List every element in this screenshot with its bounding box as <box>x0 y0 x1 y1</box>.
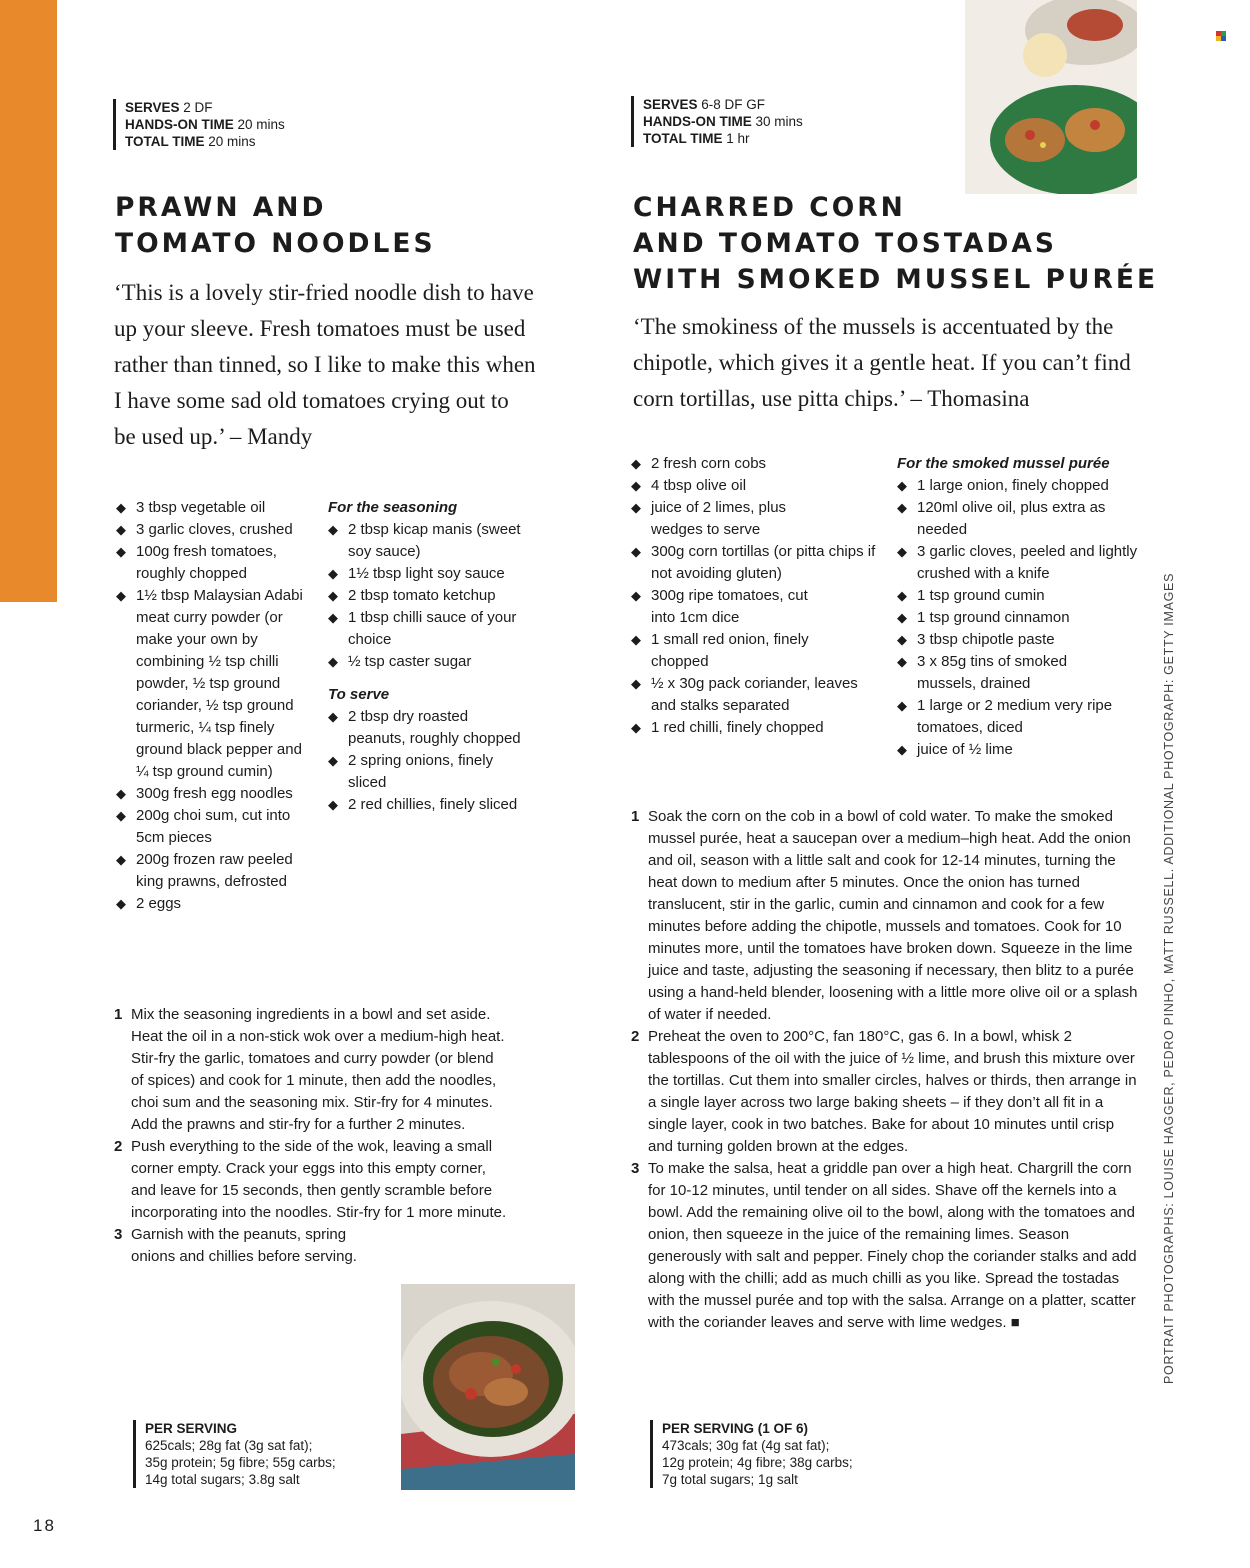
ingredient-item: ◆ 2 red chillies, finely sliced <box>328 794 528 816</box>
ingredient-item: ◆ 3 x 85g tins of smoked mussels, drained <box>897 651 1117 695</box>
recipe-title-left: PRAWN AND TOMATO NOODLES <box>115 192 436 259</box>
ingredient-item: ◆ 120ml olive oil, plus extra as needed <box>897 497 1127 541</box>
ingredient-item: ◆ 1 small red onion, finely chopped <box>631 629 826 673</box>
ingredient-item: ◆ 1½ tbsp Malaysian Adabi meat curry powder (or make your own by combining ½ tsp chilli powder, ½ tsp ground coriander, ½ tsp ground turmeric, ¼ tsp finely ground black pepper and ¼ tsp ground cumin) <box>116 585 316 783</box>
tostadas-photo <box>965 0 1137 194</box>
method-step: 2 Push everything to the side of the wok, leaving a small corner empty. Crack your eggs into this empty corner, and leave for 15 seconds, then gently scramble before incorporating into the noodles. Stir-fry for 1 more minute. <box>114 1138 507 1221</box>
nutrition-left: PER SERVING 625cals; 28g fat (3g sat fat); 35g protein; 5g fibre; 55g carbs; 14g total sugars; 3.8g salt <box>133 1420 336 1488</box>
method-step: 1 Soak the corn on the cob in a bowl of cold water. To make the smoked mussel purée, heat a saucepan over a medium–high heat. Add the onion and oil, season with a little salt and cook for 12-14 minutes, turning the heat down to medium after 5 minutes. Once the onion has turned translucent, stir in the garlic, cumin and cinnamon and cook for a few minutes before adding the chipotle, mussels and tomatoes. Cook for 10 minutes more, until the tomatoes have broken down. Squeeze in the lime juice and taste, adjusting the seasoning if necessary, then blitz to a purée using a hand-held blender, loosening with a little more olive oil or a splash of water if needed. <box>631 808 1138 1023</box>
ingredient-item: ◆ 3 garlic cloves, peeled and lightly crushed with a knife <box>897 541 1149 585</box>
ingredient-item: ◆ 200g frozen raw peeled king prawns, defrosted <box>116 849 316 893</box>
ingredient-item: ◆ ½ tsp caster sugar <box>328 651 528 673</box>
method-step: 2 Preheat the oven to 200°C, fan 180°C, gas 6. In a bowl, whisk 2 tablespoons of the oil with the juice of ½ lime, and brush this mixture over the tortillas. Cut them into smaller circles, halves or thirds, then arrange in a single layer across two large baking sheets – if they don’t all fit in a single layer, cook in two batches. Bake for about 10 minutes until crisp and turning golden brown at the edges. <box>631 1028 1137 1155</box>
orange-accent-bar <box>0 0 57 602</box>
recipe-title-right: CHARRED CORN AND TOMATO TOSTADAS WITH SMOKED MUSSEL PURÉE <box>633 192 1159 295</box>
ingredients-right <box>631 453 881 739</box>
ingredient-item: ◆ 300g ripe tomatoes, cut into 1cm dice <box>631 585 826 629</box>
ingredients-left <box>116 497 316 915</box>
ingredient-item: ◆ 3 garlic cloves, crushed <box>116 519 316 541</box>
ingredient-item: ◆ juice of ½ lime <box>897 739 1147 761</box>
ingredient-item: ◆ 2 eggs <box>116 893 316 915</box>
ingredient-item: ◆ 1 tsp ground cinnamon <box>897 607 1147 629</box>
ingredient-item: ◆ 1 large onion, finely chopped <box>897 475 1147 497</box>
ingredient-item: ◆ 1 red chilli, finely chopped <box>631 717 881 739</box>
puree-ingredients-right <box>897 453 1147 761</box>
ingredient-item: ◆ 2 tbsp dry roasted peanuts, roughly chopped <box>328 706 528 750</box>
ingredient-item: ◆ ½ x 30g pack coriander, leaves and stalks separated <box>631 673 871 717</box>
recipe-meta-left: SERVES 2 DF HANDS-ON TIME 20 mins TOTAL TIME 20 mins <box>113 99 285 150</box>
ingredient-item: ◆ 4 tbsp olive oil <box>631 475 881 497</box>
ingredient-item: ◆ 200g choi sum, cut into 5cm pieces <box>116 805 316 849</box>
seasoning-left <box>328 497 528 816</box>
method-step: 3 Garnish with the peanuts, spring onions and chillies before serving. <box>114 1226 357 1265</box>
ingredient-item: ◆ 2 spring onions, finely sliced <box>328 750 528 794</box>
puree-heading: For the smoked mussel purée <box>897 455 1110 472</box>
ingredient-item: ◆ 2 tbsp tomato ketchup <box>328 585 528 607</box>
ingredient-item: ◆ juice of 2 limes, plus wedges to serve <box>631 497 826 541</box>
ingredient-item: ◆ 1½ tbsp light soy sauce <box>328 563 528 585</box>
brand-mark-icon <box>1216 31 1226 41</box>
ingredient-item: ◆ 2 fresh corn cobs <box>631 453 881 475</box>
ingredient-item: ◆ 1 large or 2 medium very ripe tomatoes, diced <box>897 695 1127 739</box>
ingredient-item: ◆ 1 tsp ground cumin <box>897 585 1147 607</box>
photo-credit: PORTRAIT PHOTOGRAPHS: LOUISE HAGGER, PEDRO PINHO, MATT RUSSELL. ADDITIONAL PHOTOGRAPH: GETTY IMAGES <box>1162 572 1176 1384</box>
noodle-dish-photo <box>401 1284 575 1490</box>
ingredient-item: ◆ 2 tbsp kicap manis (sweet soy sauce) <box>328 519 528 563</box>
recipe-meta-right: SERVES 6-8 DF GF HANDS-ON TIME 30 mins TOTAL TIME 1 hr <box>631 96 803 147</box>
ingredient-item: ◆ 100g fresh tomatoes, roughly chopped <box>116 541 316 585</box>
ingredient-item: ◆ 1 tbsp chilli sauce of your choice <box>328 607 528 651</box>
ingredient-item: ◆ 3 tbsp vegetable oil <box>116 497 316 519</box>
method-right <box>631 806 1143 1334</box>
method-left <box>114 1004 507 1268</box>
recipe-quote-right: ‘The smokiness of the mussels is accentuated by the chipotle, which gives it a gentle heat. If you can’t find corn tortillas, use pitta chips.’ – Thomasina <box>633 314 1131 411</box>
page-number: 18 <box>33 1516 56 1535</box>
method-step: 3 To make the salsa, heat a griddle pan over a high heat. Chargrill the corn for 10-12 minutes, until tender on all sides. Shave off the kernels into a bowl. Add the remaining olive oil to the bowl, along with the tomatoes and onion, then squeeze in the juice of the remaining limes. Season generously with salt and pepper. Finely chop the coriander stalks and add along with the chilli; add as much chilli as you like. Spread the tostadas with the mussel purée and top with the salsa. Arrange on a platter, scatter with the coriander leaves and serve with lime wedges. ■ <box>631 1160 1137 1331</box>
to-serve-heading: To serve <box>328 686 390 703</box>
nutrition-right: PER SERVING (1 OF 6) 473cals; 30g fat (4g sat fat); 12g protein; 4g fibre; 38g carbs; 7g total sugars; 1g salt <box>650 1420 853 1488</box>
ingredient-item: ◆ 3 tbsp chipotle paste <box>897 629 1147 651</box>
recipe-quote-left: ‘This is a lovely stir-fried noodle dish to have up your sleeve. Fresh tomatoes must be used rather than tinned, so I like to make this when I have some sad old tomatoes crying out to be used up.’ – Mandy <box>114 280 536 449</box>
ingredient-item: ◆ 300g corn tortillas (or pitta chips if not avoiding gluten) <box>631 541 881 585</box>
ingredient-item: ◆ 300g fresh egg noodles <box>116 783 316 805</box>
seasoning-heading: For the seasoning <box>328 499 458 516</box>
method-step: 1 Mix the seasoning ingredients in a bowl and set aside. Heat the oil in a non-stick wok over a medium-high heat. Stir-fry the garlic, tomatoes and curry powder (or blend of spices) and cook for 1 minute, then add the noodles, choi sum and the seasoning mix. Stir-fry for 4 minutes. Add the prawns and stir-fry for a further 2 minutes. <box>114 1006 505 1133</box>
